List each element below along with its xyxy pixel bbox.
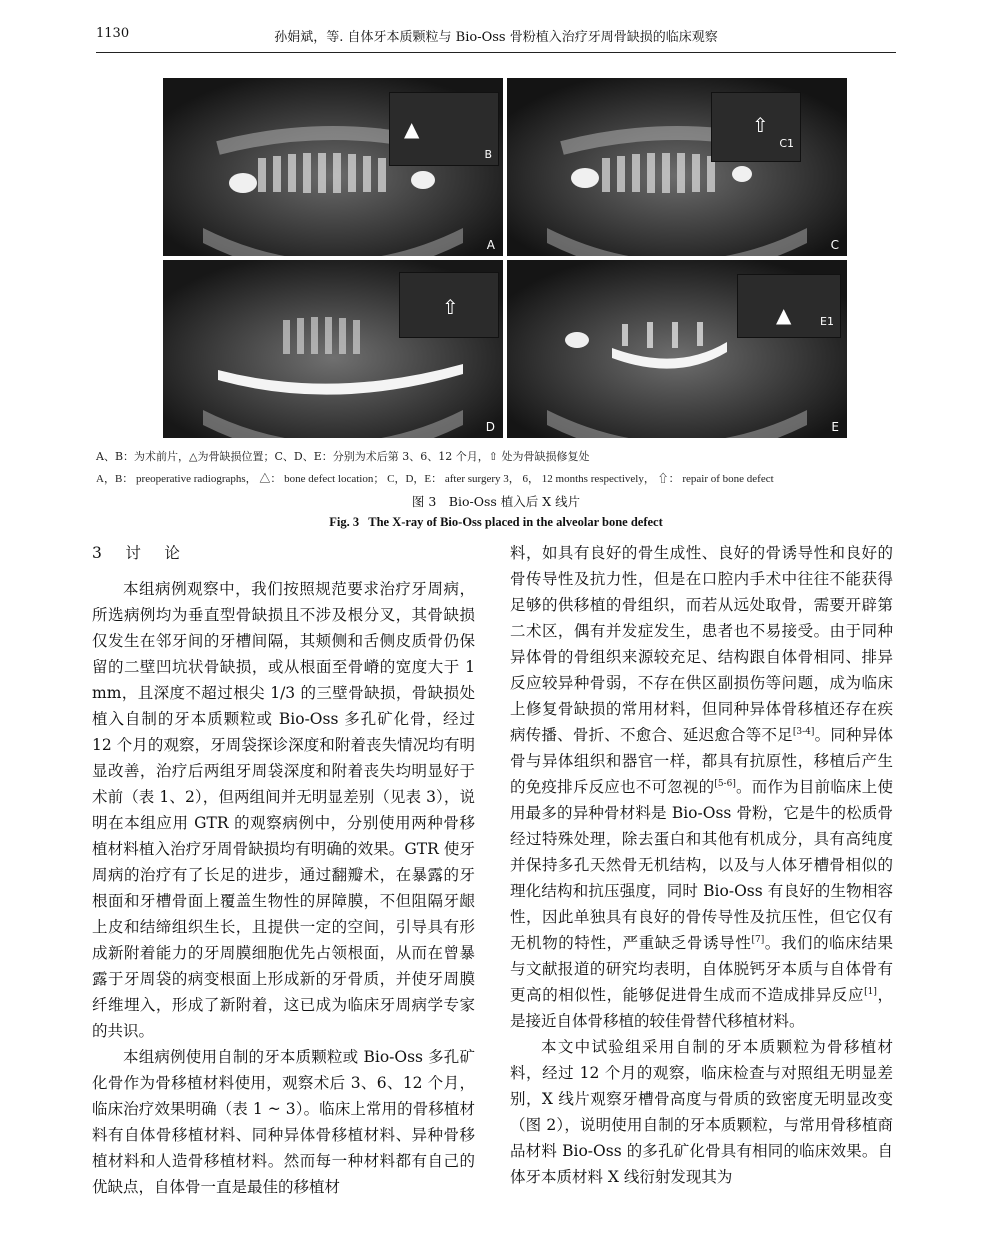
section-title: 3 讨 论 <box>92 544 184 562</box>
figure-label-en: Fig. 3 <box>329 515 360 529</box>
body-paragraph: 本文中试验组采用自制的牙本质颗粒为骨移植材料，经过 12 个月的观察，临床检查与对照组无明显差别，X 线片观察牙槽骨高度与骨质的致密度无明显改变（图 2），说明使用自制的牙本质颗粒，与常用骨移植商品材料 Bio-Oss 的多孔矿化骨具有相同的临床效果。自体牙本质材料 X 线衍射发现其为 <box>510 1038 893 1186</box>
radiograph-panel-d <box>163 260 503 438</box>
arrow-up-icon: ⇧ <box>752 113 769 137</box>
text-run: 。而作为目前临床上使用最多的异种骨材料是 Bio-Oss 骨粉，它是牛的松质骨经过特殊处理，除去蛋白和其他有机成分，具有高纯度并保持多孔天然骨无机结构，以及与人体牙槽骨相似的理化结构和抗压强度，同时 Bio-Oss 有良好的生物相容性，因此单独具有良好的骨传导性及抗压性，但它仅有无机物的特性，严重缺乏骨诱导性 <box>510 778 893 952</box>
citation-ref: [1] <box>864 986 877 997</box>
citation-ref: [7] <box>751 934 765 945</box>
figure-title-en <box>96 515 896 530</box>
running-header <box>96 24 896 54</box>
triangle-marker-icon: ▲ <box>776 303 792 327</box>
radiograph-panel-e <box>507 260 847 438</box>
inset-c1 <box>711 92 801 162</box>
figure-title-zh: 图 3 Bio-Oss 植入后 X 线片 <box>411 494 581 509</box>
inset-d <box>399 272 499 338</box>
inset-label-b: B <box>484 148 492 161</box>
citation-ref: [3-4] <box>792 726 815 737</box>
figure-caption-zh: A、B：为术前片，△为骨缺损位置；C、D、E：分别为术后第 3、6、12 个月，⇧ 处为骨缺损修复处 <box>96 450 590 463</box>
radiograph-panel-c <box>507 78 847 256</box>
body-paragraph: 本组病例使用自制的牙本质颗粒或 Bio-Oss 多孔矿化骨作为骨移植材料使用，观察术后 3、6、12 个月，临床治疗效果明确（表 1 ~ 3）。临床上常用的骨移植材料有自体骨移植材料、同种异体骨移植材料、异种骨移植材料和人造骨移植材料。然而每一种材料都有自己的优缺点，自体骨一直是最佳的移植材 <box>92 1048 475 1196</box>
figure-3-radiographs <box>163 78 839 438</box>
inset-e1 <box>737 274 841 338</box>
text-run: 。我们的临床结果与文献报道的研究均表明，自体脱钙牙本质与自体骨有更高的相似性，能够促进骨生成而不造成排异反应 <box>510 934 893 1004</box>
figure-caption-en: A，B： preoperative radiographs， △： bone defect location； C，D，E： after surgery 3， 6， 12 months respectively， ⇧： repair of bone defect <box>96 473 774 485</box>
body-paragraph: 本组病例观察中，我们按照规范要求治疗牙周病，所选病例均为垂直型骨缺损且不涉及根分叉，其骨缺损仅发生在邻牙间的牙槽间隔，其颊侧和舌侧皮质骨仍保留的二壁凹坑状骨缺损，或从根面至骨嵴的宽度大于 1 mm，且深度不超过根尖 1/3 的三壁骨缺损，骨缺损处植入自制的牙本质颗粒或 Bio-Oss 多孔矿化骨，经过 12 个月的观察，牙周袋探诊深度和附着丧失情况均有明显改善，治疗后两组牙周袋深度和附着丧失均明显好于术前（表 1、2），但两组间并无明显差别（见表 3），说明在本组应用 GTR 的观察病例中，分别使用两种骨移植材料植入治疗牙周骨缺损均有明确的效果。GTR 使牙周病的治疗有了长足的进步，通过翻瓣术，在暴露的牙根面和牙槽骨面上覆盖生物性的屏障膜，不但阻隔牙龈上皮和结缔组织生长，且提供一定的空间，引导具有形成新附着能力的牙周膜细胞优先占领根面，从而在曾暴露于牙周袋的病变根面上形成新的牙骨质，并使牙周膜纤维埋入，形成了新附着，这已成为临床牙周病学专家的共识。 <box>92 580 475 1040</box>
header-rule <box>96 52 896 53</box>
panel-label-c: C <box>830 238 839 252</box>
page-number: 1130 <box>96 26 130 41</box>
radiograph-panel-a <box>163 78 503 256</box>
right-column <box>510 540 893 1190</box>
citation-ref: [5-6] <box>714 778 736 789</box>
body-paragraph-continued <box>510 540 893 1034</box>
inset-label-e1: E1 <box>820 315 834 328</box>
figure-title-text-en: The X-ray of Bio-Oss placed in the alveolar bone defect <box>368 515 663 529</box>
running-title: 孙娟斌，等. 自体牙本质颗粒与 Bio-Oss 骨粉植入治疗牙周骨缺损的临床观察 <box>274 30 718 45</box>
arrow-up-icon: ⇧ <box>442 295 459 319</box>
text-run: 料，如具有良好的骨生成性、良好的骨诱导性和良好的骨传导性及抗力性，但是在口腔内手术中往往不能获得足够的供移植的骨组织，而若从远处取骨，需要开辟第二术区，偶有并发症发生，患者也不易接受。由于同种异体骨的骨组织来源较充足、结构跟自体骨相同、排异反应较异种骨弱，不存在供区副损伤等问题，成为临床上修复骨缺损的常用材料，但同种异体骨移植还存在疾病传播、骨折、不愈合、延迟愈合等不足 <box>510 544 893 744</box>
triangle-marker-icon: ▲ <box>404 117 420 141</box>
inset-label-c1: C1 <box>779 137 794 150</box>
left-column <box>92 540 475 1200</box>
panel-label-e: E <box>831 420 839 434</box>
panel-label-d: D <box>485 420 495 434</box>
inset-b <box>389 92 499 166</box>
panel-label-a: A <box>486 238 495 252</box>
text-run: 。同种异体骨与异体组织和器官一样，都具有抗原性，移植后产生的免疫排斥反应也不可忽视的 <box>510 726 893 796</box>
text-run: ，是接近自体骨移植的较佳骨替代移植材料。 <box>510 986 893 1030</box>
